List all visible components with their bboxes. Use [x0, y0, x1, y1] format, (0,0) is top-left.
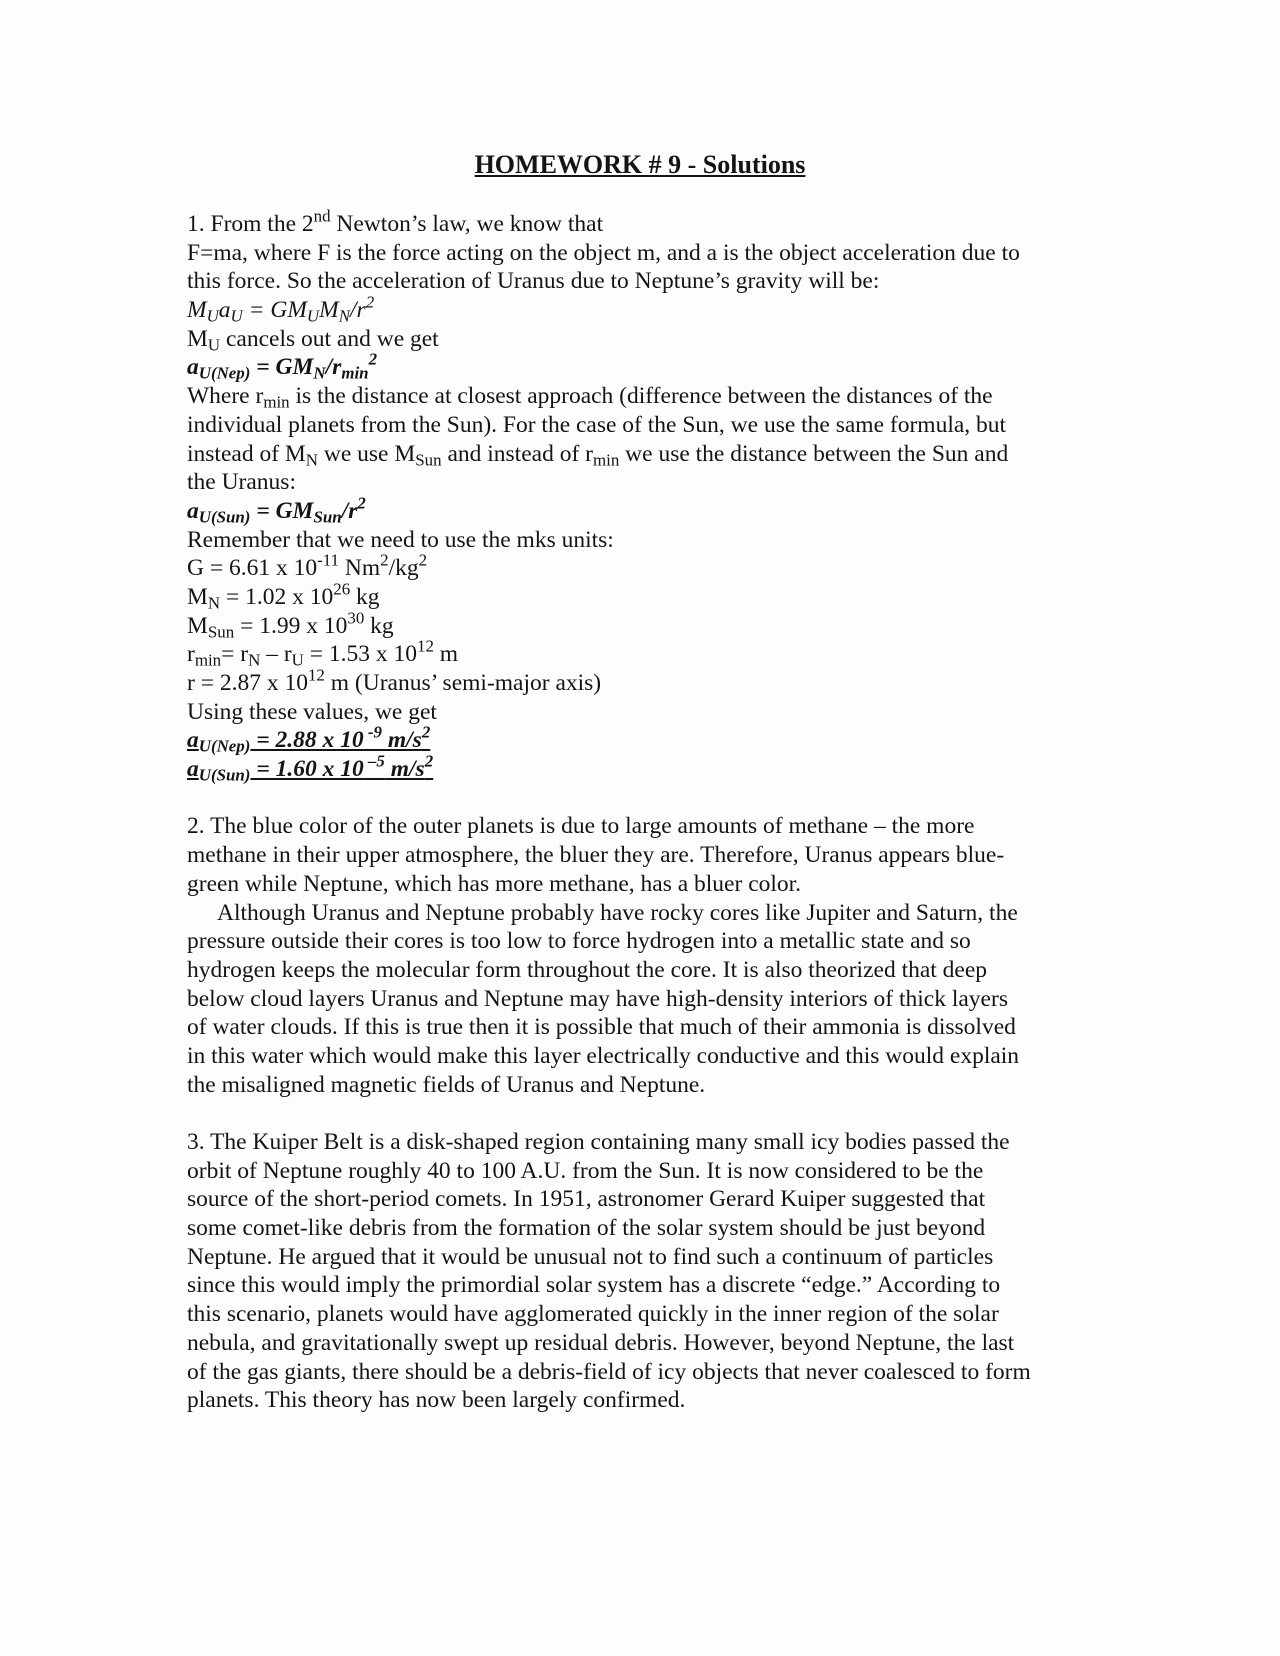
remember-line: Remember that we need to use the mks units: — [187, 526, 614, 553]
where-line-4: the Uranus: — [187, 469, 296, 496]
q3-line-9: of the gas giants, there should be a debris-field of icy objects that never coalesced to form — [187, 1358, 1031, 1385]
q3-line-6: since this would imply the primordial solar system has a discrete “edge.” According to — [187, 1272, 1001, 1299]
where-line-1: Where $r_{min}$ is the distance at closest approach (difference between the distances of the — [187, 383, 993, 412]
equation-force: $M_Ua_U = GM_UM_N/r^2$ — [187, 292, 375, 326]
q2-line-5: pressure outside their cores is too low to force hydrogen into a metallic state and so — [187, 928, 971, 955]
q2-line-3: green while Neptune, which has more methane, has a bluer color. — [187, 870, 802, 897]
equation-accel-sun: $a_{U(Sun)} = GM_{Sun}/r^2$ — [187, 493, 366, 527]
q3-line-1: 3. The Kuiper Belt is a disk-shaped region containing many small icy bodies passed the — [187, 1129, 1010, 1155]
q3-line-7: this scenario, planets would have agglomerated quickly in the inner region of the solar — [187, 1301, 999, 1328]
q2-line-8: of water clouds. If this is true then it is possible that much of their ammonia is dissolved — [187, 1014, 1016, 1041]
q3-line-3: source of the short-period comets. In 1951, astronomer Gerard Kuiper suggested that — [187, 1186, 986, 1213]
q3-line-4: some comet-like debris from the formation of the solar system should be just beyond — [187, 1215, 986, 1242]
equation-accel-neptune: $a_{U(Nep)} = GM_N/r_{min}^2$ — [187, 350, 378, 384]
q3-line-8: nebula, and gravitationally swept up residual debris. However, beyond Neptune, the last — [187, 1329, 1015, 1356]
constant-rmin: $r_{min}= r_N - r_U = 1.53$ x $10^{12}$ m — [187, 637, 459, 671]
q1-line-2: F=ma, where F is the force acting on the object m, and a is the object acceleration due to — [187, 239, 1020, 266]
document-body — [187, 206, 1097, 1415]
spacer — [187, 1099, 1097, 1128]
constant-g: G = 6.61 x $10^{-11}$ $Nm^2/kg^2$ — [187, 550, 428, 582]
result-accel-sun: $a_{U(Sun)} = 1.60$ x 10 $^{-5}$ $m/s^2$ — [187, 751, 434, 785]
constant-mass-sun: $M_{Sun} = 1.99$ x $10^{30}$ kg — [187, 608, 394, 642]
q3-line-2: orbit of Neptune roughly 40 to 100 A.U. from the Sun. It is now considered to be the — [187, 1157, 984, 1184]
where-line-2: individual planets from the Sun). For the case of the Sun, we use the same formula, but — [187, 411, 1007, 438]
q2-line-1: 2. The blue color of the outer planets is due to large amounts of methane – the more — [187, 813, 975, 840]
q2-line-9: in this water which would make this layer electrically conductive and this would explain — [187, 1042, 1020, 1069]
q2-line-2: methane in their upper atmosphere, the bluer they are. Therefore, Uranus appears blue- — [187, 842, 1005, 869]
page-title: HOMEWORK # 9 - Solutions — [474, 150, 806, 179]
q3-line-10: planets. This theory has now been largely confirmed. — [187, 1387, 686, 1414]
spacer — [187, 784, 1097, 813]
constant-r: r = 2.87 x $10^{12}$ m (Uranus’ semi-major axis) — [187, 665, 602, 696]
q1-line-3: this force. So the acceleration of Uranus due to Neptune’s gravity will be: — [187, 268, 880, 295]
q2-line-4: Although Uranus and Neptune probably have rocky cores like Jupiter and Saturn, the — [217, 899, 1018, 926]
q3-line-5: Neptune. He argued that it would be unusual not to find such a continuum of particles — [187, 1243, 994, 1270]
q2-line-6: hydrogen keeps the molecular form throughout the core. It is also theorized that deep — [187, 956, 988, 983]
where-line-3: instead of $M_N$ we use $M_{Sun}$ and instead of $r_{min}$ we use the distance between the Sun and — [187, 440, 1009, 470]
constant-mass-neptune: $M_N = 1.02$ x $10^{26}$ kg — [187, 579, 380, 613]
q1-line-1: 1. From the 2nd Newton’s law, we know that — [187, 206, 604, 237]
q2-line-10: the misaligned magnetic fields of Uranus and Neptune. — [187, 1071, 706, 1098]
q2-line-7: below cloud layers Uranus and Neptune may have high-density interiors of thick layers — [187, 985, 1008, 1012]
result-accel-neptune: $a_{U(Nep)} = 2.88$ x 10 $^{-9}$ $m/s^2$ — [187, 723, 431, 757]
cancel-line: $M_U$ cancels out and we get — [187, 325, 439, 355]
using-line: Using these values, we get — [187, 698, 437, 725]
